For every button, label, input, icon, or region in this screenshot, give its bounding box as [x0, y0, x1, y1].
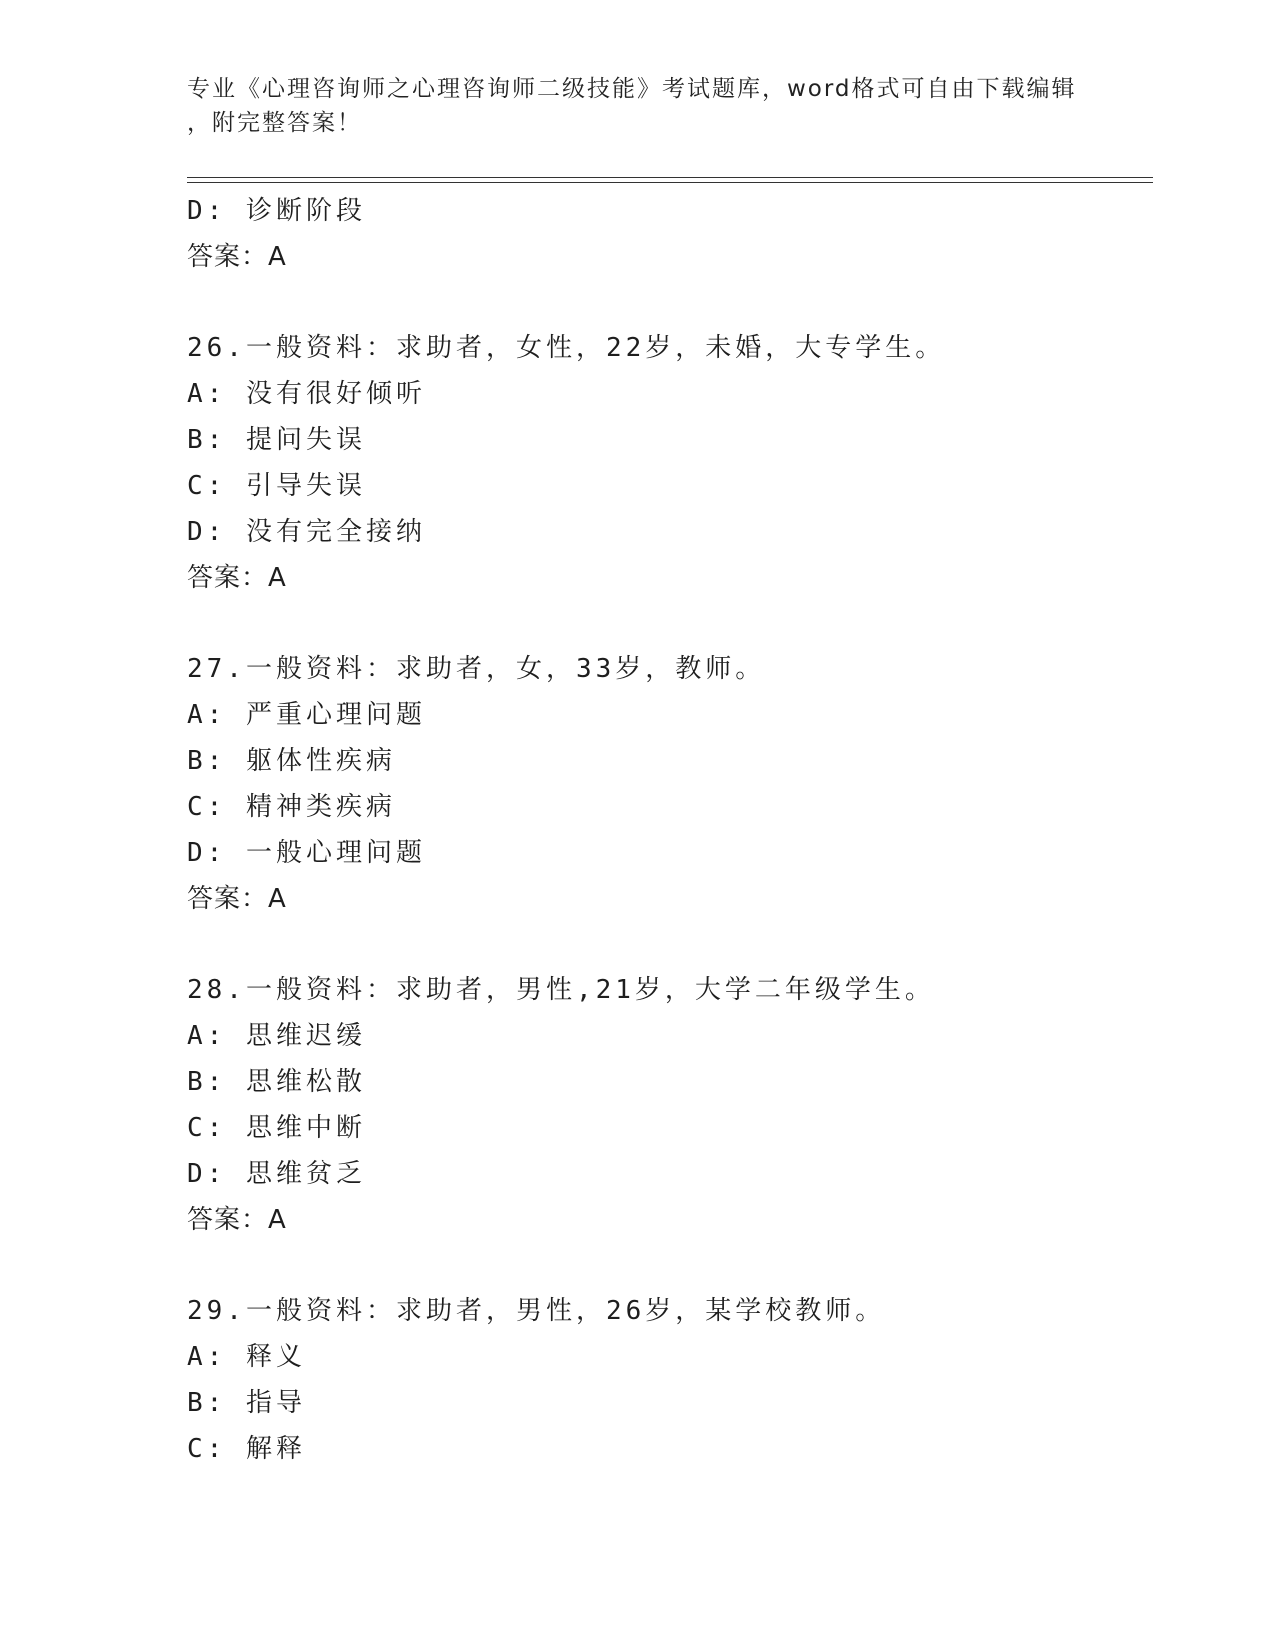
question-29	[187, 1288, 1153, 1472]
question-stem: 26.一般资料：求助者，女性，22岁，未婚，大专学生。	[187, 333, 946, 363]
option-d: D: 诊断阶段	[187, 196, 366, 226]
question-stem: 29.一般资料：求助者，男性，26岁，某学校教师。	[187, 1296, 886, 1326]
question-28	[187, 967, 1153, 1243]
option-c: C: 精神类疾病	[187, 792, 396, 822]
header-line-2: ，附完整答案！	[187, 110, 362, 136]
answer-line: 答案：A	[187, 563, 287, 593]
option-c: C: 解释	[187, 1434, 306, 1464]
header-line-1: 专业《心理咨询师之心理咨询师二级技能》考试题库，word格式可自由下载编辑	[187, 76, 1077, 102]
option-b: B: 躯体性疾病	[187, 746, 396, 776]
option-c: C: 引导失误	[187, 471, 366, 501]
question-stem: 27.一般资料：求助者，女，33岁，教师。	[187, 654, 766, 684]
answer-line: 答案：A	[187, 884, 287, 914]
question-27	[187, 646, 1153, 922]
option-c: C: 思维中断	[187, 1113, 366, 1143]
option-d: D: 没有完全接纳	[187, 517, 426, 547]
option-b: B: 思维松散	[187, 1067, 366, 1097]
option-a: A: 思维迟缓	[187, 1021, 366, 1051]
header-divider-top	[187, 177, 1153, 178]
question-list	[187, 188, 1153, 1472]
option-d: D: 一般心理问题	[187, 838, 426, 868]
answer-line: 答案：A	[187, 242, 287, 272]
document-header	[187, 72, 1077, 140]
question-25-fragment	[187, 188, 1153, 280]
option-a: A: 释义	[187, 1342, 306, 1372]
option-b: B: 提问失误	[187, 425, 366, 455]
question-gap	[187, 922, 1153, 967]
answer-line: 答案：A	[187, 1205, 287, 1235]
question-26	[187, 325, 1153, 601]
question-gap	[187, 601, 1153, 646]
question-gap	[187, 1243, 1153, 1288]
question-stem: 28.一般资料：求助者，男性,21岁，大学二年级学生。	[187, 975, 935, 1005]
question-gap	[187, 280, 1153, 325]
option-d: D: 思维贫乏	[187, 1159, 366, 1189]
header-divider-bottom	[187, 182, 1153, 183]
option-b: B: 指导	[187, 1388, 306, 1418]
option-a: A: 没有很好倾听	[187, 379, 426, 409]
option-a: A: 严重心理问题	[187, 700, 426, 730]
